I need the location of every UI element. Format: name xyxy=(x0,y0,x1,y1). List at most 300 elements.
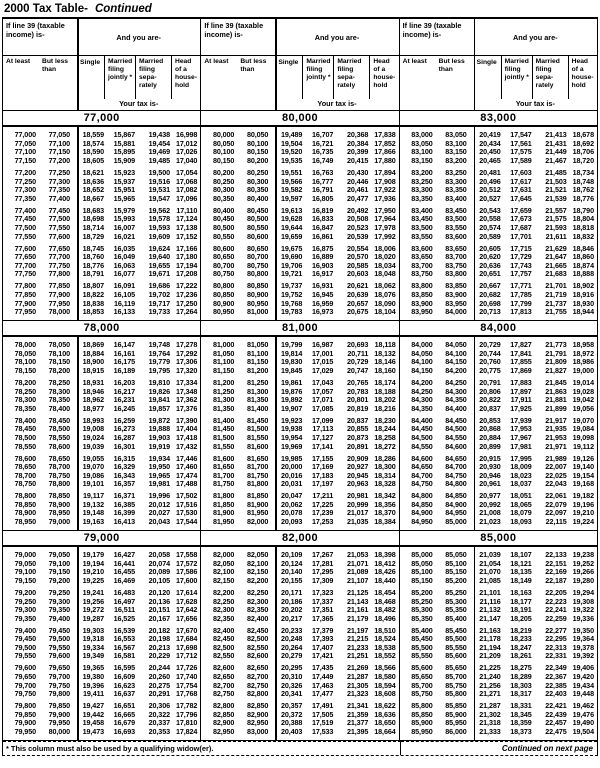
tax-cell: 17,292 xyxy=(175,348,198,358)
row-group xyxy=(400,550,597,584)
income-cell: 80,750 xyxy=(246,260,269,270)
tax-cell: 19,531 xyxy=(148,185,170,195)
tax-cell: 19,814 xyxy=(280,348,303,358)
table-row xyxy=(201,672,398,681)
tax-cell: 19,702 xyxy=(148,289,170,299)
tax-cell: 20,605 xyxy=(479,243,501,253)
tax-cell: 20,603 xyxy=(346,269,369,279)
table-row xyxy=(400,710,597,719)
income-cell: 81,200 xyxy=(212,378,235,387)
table-row xyxy=(400,404,597,413)
income-cell: 85,050 xyxy=(445,550,467,560)
tax-cell: 21,575 xyxy=(545,214,567,224)
tax-cell: 18,931 xyxy=(82,378,104,387)
tax-cell: 21,827 xyxy=(545,366,567,376)
income-cell: 80,000 xyxy=(212,130,235,140)
income-cell: 84,500 xyxy=(445,424,467,434)
income-cell: 81,050 xyxy=(246,340,269,350)
tax-cell: 20,202 xyxy=(280,605,303,615)
tax-cell: 18,664 xyxy=(374,727,396,737)
tax-cell: 17,628 xyxy=(175,596,198,606)
tax-cell: 16,791 xyxy=(311,185,334,195)
tax-cell: 21,240 xyxy=(479,672,501,682)
income-cell: 85,450 xyxy=(445,625,467,635)
tax-cell: 16,035 xyxy=(113,243,135,253)
tax-cell: 17,558 xyxy=(175,550,198,560)
tax-cell: 22,061 xyxy=(545,491,567,501)
tax-cell: 22,115 xyxy=(545,517,567,527)
tax-cell: 20,899 xyxy=(479,441,501,451)
tax-cell: 19,737 xyxy=(280,281,303,291)
tax-cell: 18,678 xyxy=(572,130,594,140)
table-row xyxy=(3,194,200,203)
table-row xyxy=(3,701,200,710)
tax-cell: 19,981 xyxy=(148,479,170,489)
table-row xyxy=(400,168,597,177)
tax-cell: 17,222 xyxy=(175,281,198,291)
income-cell: 79,600 xyxy=(48,651,70,661)
table-row xyxy=(201,509,398,518)
income-cell: 85,100 xyxy=(445,558,467,568)
tax-cell: 19,954 xyxy=(280,432,303,442)
table-row xyxy=(3,185,200,194)
table-row xyxy=(3,387,200,396)
table-row xyxy=(3,261,200,270)
table-row xyxy=(3,404,200,413)
income-cell: 82,650 xyxy=(212,672,235,682)
table-row xyxy=(3,232,200,241)
section-header: 79,000 xyxy=(3,530,200,547)
tax-cell: 20,961 xyxy=(479,479,501,489)
tax-cell: 20,062 xyxy=(280,499,303,509)
table-row xyxy=(201,626,398,635)
income-cell: 79,750 xyxy=(14,689,36,699)
income-cell: 84,800 xyxy=(445,479,467,489)
tax-cell: 20,078 xyxy=(280,508,303,518)
tax-cell: 17,796 xyxy=(175,709,198,719)
income-cell: 78,650 xyxy=(14,462,36,472)
tax-cell: 21,395 xyxy=(346,727,369,737)
income-cell: 80,300 xyxy=(246,176,269,186)
tax-cell: 17,869 xyxy=(510,366,532,376)
tax-cell: 21,521 xyxy=(545,185,567,195)
tax-cell: 16,581 xyxy=(113,651,135,661)
table-row xyxy=(3,517,200,526)
tax-cell: 17,698 xyxy=(175,642,198,652)
table-row xyxy=(400,576,597,585)
income-cell: 80,850 xyxy=(212,289,235,299)
income-cell: 77,300 xyxy=(14,185,36,195)
income-cell: 78,150 xyxy=(48,357,70,367)
income-cell: 85,150 xyxy=(445,567,467,577)
tax-cell: 16,595 xyxy=(113,663,135,673)
tax-cell: 17,099 xyxy=(311,415,334,425)
tax-cell: 20,693 xyxy=(346,340,369,350)
tax-cell: 19,406 xyxy=(572,663,594,673)
tax-cell: 21,178 xyxy=(479,634,501,644)
tax-cell: 18,062 xyxy=(374,281,396,291)
tax-cell: 20,260 xyxy=(148,672,170,682)
tax-cell: 17,264 xyxy=(175,307,198,317)
table-row xyxy=(3,244,200,253)
tax-cell: 18,286 xyxy=(374,453,396,463)
income-cell: 79,350 xyxy=(48,605,70,615)
tax-cell: 20,873 xyxy=(346,432,369,442)
income-cell: 79,200 xyxy=(14,587,36,597)
income-cell: 79,050 xyxy=(14,558,36,568)
income-cell: 84,800 xyxy=(411,491,433,501)
tax-cell: 19,489 xyxy=(280,130,303,140)
tax-cell: 18,838 xyxy=(82,298,104,308)
tax-cell: 18,342 xyxy=(374,491,396,501)
tax-cell: 18,962 xyxy=(82,395,104,405)
tax-cell: 18,317 xyxy=(510,689,532,699)
tax-cell: 20,074 xyxy=(148,558,170,568)
tax-cell: 20,999 xyxy=(346,499,369,509)
tax-cell: 20,657 xyxy=(346,298,369,308)
income-cell: 77,850 xyxy=(48,281,70,291)
income-cell: 79,100 xyxy=(48,558,70,568)
tax-cell: 22,367 xyxy=(545,672,567,682)
income-cell: 83,050 xyxy=(411,138,433,148)
tax-cell: 21,287 xyxy=(346,672,369,682)
tax-cell: 17,320 xyxy=(175,366,198,376)
table-row xyxy=(3,282,200,291)
tax-cell: 16,413 xyxy=(113,517,135,527)
tax-cell: 17,295 xyxy=(311,567,334,577)
tax-cell: 17,743 xyxy=(510,260,532,270)
tax-cell: 21,593 xyxy=(545,223,567,233)
table-row xyxy=(201,517,398,526)
income-cell: 84,900 xyxy=(411,508,433,518)
tax-cell: 19,907 xyxy=(280,403,303,413)
tax-cell: 18,745 xyxy=(82,243,104,253)
tax-cell: 16,998 xyxy=(175,130,198,140)
table-row xyxy=(201,139,398,148)
tax-cell: 21,935 xyxy=(545,424,567,434)
tax-cell: 20,353 xyxy=(148,727,170,737)
tax-cell: 17,600 xyxy=(175,575,198,585)
tax-cell: 22,439 xyxy=(545,709,567,719)
row-group xyxy=(400,168,597,202)
tax-cell: 17,169 xyxy=(311,462,334,472)
tax-cell: 19,256 xyxy=(82,596,104,606)
tax-cell: 20,388 xyxy=(280,718,303,728)
tax-cell: 18,216 xyxy=(374,403,396,413)
tax-cell: 18,762 xyxy=(572,185,594,195)
tax-cell: 20,093 xyxy=(280,517,303,527)
income-cell: 77,850 xyxy=(14,289,36,299)
tax-cell: 18,135 xyxy=(510,567,532,577)
tax-cell: 19,163 xyxy=(82,517,104,527)
tax-cell: 20,419 xyxy=(479,130,501,140)
tax-cell: 18,818 xyxy=(572,223,594,233)
tax-cell: 18,692 xyxy=(572,138,594,148)
tax-cell: 18,359 xyxy=(510,718,532,728)
tax-cell: 18,090 xyxy=(374,298,396,308)
tax-cell: 19,224 xyxy=(572,517,594,527)
tax-cell: 17,684 xyxy=(175,634,198,644)
tax-cell: 19,888 xyxy=(148,424,170,434)
table-row xyxy=(3,299,200,308)
tax-cell: 20,819 xyxy=(346,403,369,413)
income-cell: 80,800 xyxy=(212,281,235,291)
section-header: 78,000 xyxy=(3,320,200,337)
tax-cell: 18,121 xyxy=(510,558,532,568)
income-cell: 82,650 xyxy=(246,663,269,673)
income-cell: 81,500 xyxy=(246,424,269,434)
tax-cell: 16,287 xyxy=(113,432,135,442)
tax-cell: 20,368 xyxy=(346,130,369,140)
tax-cell: 17,138 xyxy=(175,223,198,233)
income-cell: 82,600 xyxy=(246,651,269,661)
tax-cell: 18,258 xyxy=(374,432,396,442)
income-cell: 77,200 xyxy=(48,156,70,166)
page-title xyxy=(2,3,598,19)
tax-cell: 18,902 xyxy=(572,281,594,291)
tax-cell: 20,822 xyxy=(479,395,501,405)
income-cell: 85,650 xyxy=(445,663,467,673)
tax-cell: 18,580 xyxy=(374,672,396,682)
income-cell: 79,950 xyxy=(14,727,36,737)
table-row xyxy=(3,223,200,232)
income-cell: 79,700 xyxy=(14,680,36,690)
table-row xyxy=(400,597,597,606)
income-cell: 77,700 xyxy=(14,260,36,270)
income-cell: 81,800 xyxy=(246,479,269,489)
income-cell: 82,950 xyxy=(212,727,235,737)
table-row xyxy=(400,177,597,186)
tax-cell: 20,801 xyxy=(346,395,369,405)
tax-cell: 17,572 xyxy=(175,558,198,568)
table-row xyxy=(400,156,597,165)
tax-cell: 17,939 xyxy=(510,415,532,425)
tax-cell: 17,267 xyxy=(311,550,334,560)
tax-cell: 18,132 xyxy=(374,348,396,358)
income-cell: 82,050 xyxy=(212,558,235,568)
row-group xyxy=(201,454,398,488)
income-cell: 83,750 xyxy=(445,260,467,270)
income-cell: 84,600 xyxy=(445,441,467,451)
table-row xyxy=(3,664,200,673)
tax-cell: 19,476 xyxy=(572,709,594,719)
table-row xyxy=(3,652,200,661)
income-cell: 81,300 xyxy=(212,395,235,405)
tax-cell: 17,670 xyxy=(175,625,198,635)
tax-cell: 20,855 xyxy=(346,424,369,434)
tax-cell: 16,707 xyxy=(311,130,334,140)
tax-cell: 19,609 xyxy=(148,231,170,241)
table-row xyxy=(201,550,398,559)
tax-cell: 20,945 xyxy=(346,470,369,480)
table-row xyxy=(201,366,398,375)
income-cell: 84,650 xyxy=(411,462,433,472)
tax-cell: 19,748 xyxy=(148,340,170,350)
row-group xyxy=(400,282,597,316)
income-section xyxy=(3,530,200,740)
table-row xyxy=(201,681,398,690)
panel-header xyxy=(201,19,398,110)
tax-cell: 16,119 xyxy=(114,298,135,308)
tax-cell: 22,403 xyxy=(545,689,567,699)
tax-cell: 21,017 xyxy=(346,508,369,518)
tax-cell: 21,773 xyxy=(545,340,567,350)
tax-cell: 20,167 xyxy=(148,613,170,623)
table-row xyxy=(400,349,597,358)
tax-cell: 19,593 xyxy=(148,223,170,233)
tax-cell: 22,259 xyxy=(545,613,567,623)
tax-cell: 21,179 xyxy=(346,613,369,623)
income-cell: 85,100 xyxy=(411,567,433,577)
income-cell: 78,950 xyxy=(48,508,70,518)
tax-cell: 19,640 xyxy=(148,252,170,262)
income-section xyxy=(400,320,597,530)
tax-cell: 21,125 xyxy=(346,587,369,597)
tax-cell: 20,891 xyxy=(346,441,369,451)
tax-cell: 21,197 xyxy=(346,625,369,635)
tax-cell: 18,272 xyxy=(374,441,396,451)
income-cell: 83,700 xyxy=(411,260,433,270)
your-tax-is-label: Your tax is- xyxy=(317,99,357,108)
tax-cell: 18,720 xyxy=(572,156,594,166)
tax-cell: 21,953 xyxy=(545,432,567,442)
income-cell: 80,200 xyxy=(246,156,269,166)
tax-cell: 19,014 xyxy=(572,378,594,387)
tax-cell: 19,008 xyxy=(82,424,104,434)
tax-cell: 18,384 xyxy=(374,517,396,527)
income-cell: 80,600 xyxy=(246,231,269,241)
income-cell: 85,300 xyxy=(445,596,467,606)
tax-cell: 17,180 xyxy=(175,252,198,262)
income-cell: 82,000 xyxy=(246,517,269,527)
tax-cell: 20,620 xyxy=(479,252,501,262)
tax-cell: 17,824 xyxy=(175,727,198,737)
tax-cell: 20,481 xyxy=(479,168,501,178)
tax-cell: 20,589 xyxy=(479,231,501,241)
tax-cell: 19,857 xyxy=(148,403,170,413)
income-cell: 83,950 xyxy=(445,298,467,308)
tax-cell: 20,760 xyxy=(479,357,501,367)
income-cell: 85,550 xyxy=(411,651,433,661)
tax-cell: 16,343 xyxy=(113,470,135,480)
income-cell: 80,100 xyxy=(212,147,235,157)
tax-cell: 19,070 xyxy=(572,415,594,425)
income-cell: 77,950 xyxy=(14,307,36,317)
section-header: 80,000 xyxy=(201,110,398,127)
table-row xyxy=(201,643,398,652)
tax-cell: 21,085 xyxy=(479,575,501,585)
tax-cell: 19,154 xyxy=(572,470,594,480)
tax-cell: 19,504 xyxy=(572,727,594,737)
tax-cell: 19,350 xyxy=(572,625,594,635)
tax-cell: 20,744 xyxy=(479,348,501,358)
col-single: Single xyxy=(275,56,303,99)
table-row xyxy=(3,559,200,568)
tax-cell: 18,454 xyxy=(374,587,396,597)
income-cell: 83,500 xyxy=(445,214,467,224)
tax-cell: 22,187 xyxy=(545,575,567,585)
row-group xyxy=(3,454,200,488)
tax-cell: 22,079 xyxy=(545,499,567,509)
tax-cell: 19,042 xyxy=(572,395,594,405)
you-are-label: And you are- xyxy=(116,32,161,42)
tax-cell: 20,461 xyxy=(346,185,369,195)
tax-cell: 19,140 xyxy=(572,462,594,472)
tax-cell: 18,559 xyxy=(82,130,104,140)
tax-cell: 17,519 xyxy=(311,718,334,728)
income-cell: 84,050 xyxy=(445,340,467,350)
tax-cell: 17,992 xyxy=(374,231,396,241)
tax-cell: 16,959 xyxy=(311,298,334,308)
tax-cell: 19,861 xyxy=(280,378,303,387)
income-cell: 81,350 xyxy=(212,403,235,413)
tax-cell: 19,070 xyxy=(82,462,104,472)
income-cell: 79,600 xyxy=(14,663,36,673)
tax-cell: 19,795 xyxy=(148,366,170,376)
tax-cell: 18,874 xyxy=(572,260,594,270)
tax-cell: 18,373 xyxy=(510,727,532,737)
tax-cell: 16,539 xyxy=(113,625,135,635)
income-cell: 78,250 xyxy=(48,378,70,387)
table-row xyxy=(201,471,398,480)
tax-cell: 16,805 xyxy=(311,193,334,203)
you-are-label: And you are- xyxy=(314,32,360,42)
tax-cell: 15,965 xyxy=(113,193,135,203)
footnote: * This column must also be used by a qualifying widow(er). xyxy=(3,741,401,755)
table-row xyxy=(3,131,200,140)
tax-cell: 19,969 xyxy=(280,441,303,451)
table-row xyxy=(400,681,597,690)
table-row xyxy=(201,177,398,186)
income-cell: 77,600 xyxy=(14,243,36,253)
tax-cell: 16,147 xyxy=(113,340,135,350)
tax-cell: 18,219 xyxy=(510,625,532,635)
income-cell: 78,600 xyxy=(48,441,70,451)
table-row xyxy=(201,395,398,404)
tax-cell: 18,300 xyxy=(374,462,396,472)
income-cell: 84,400 xyxy=(411,415,433,425)
income-cell: 82,800 xyxy=(246,689,269,699)
income-cell: 82,750 xyxy=(246,680,269,690)
tax-cell: 20,508 xyxy=(346,214,369,224)
income-cell: 84,700 xyxy=(445,462,467,472)
income-cell: 83,650 xyxy=(411,252,433,262)
section-rows xyxy=(400,337,597,530)
income-cell: 84,100 xyxy=(411,357,433,367)
tax-cell: 16,427 xyxy=(113,550,135,560)
tax-cell: 16,749 xyxy=(311,156,334,166)
income-cell: 77,050 xyxy=(48,130,70,140)
col-married-jointly: Married filing jointly * xyxy=(303,56,334,99)
income-cell: 79,250 xyxy=(48,587,70,597)
income-cell: 82,550 xyxy=(212,651,235,661)
tax-cell: 16,007 xyxy=(113,223,135,233)
tax-cell: 20,016 xyxy=(280,470,303,480)
tax-cell: 18,177 xyxy=(510,596,532,606)
tax-cell: 19,613 xyxy=(280,205,303,215)
your-tax-is-label: Your tax is- xyxy=(515,99,555,108)
tax-cell: 21,101 xyxy=(479,587,501,597)
tax-cell: 17,362 xyxy=(175,395,198,405)
tax-cell: 15,881 xyxy=(113,138,135,148)
tax-cell: 19,516 xyxy=(148,176,170,186)
tax-cell: 22,169 xyxy=(545,567,567,577)
tax-cell: 22,349 xyxy=(545,663,567,673)
tax-cell: 19,504 xyxy=(280,138,303,148)
income-cell: 80,550 xyxy=(212,231,235,241)
tax-cell: 20,027 xyxy=(148,508,170,518)
tax-cell: 20,031 xyxy=(280,479,303,489)
